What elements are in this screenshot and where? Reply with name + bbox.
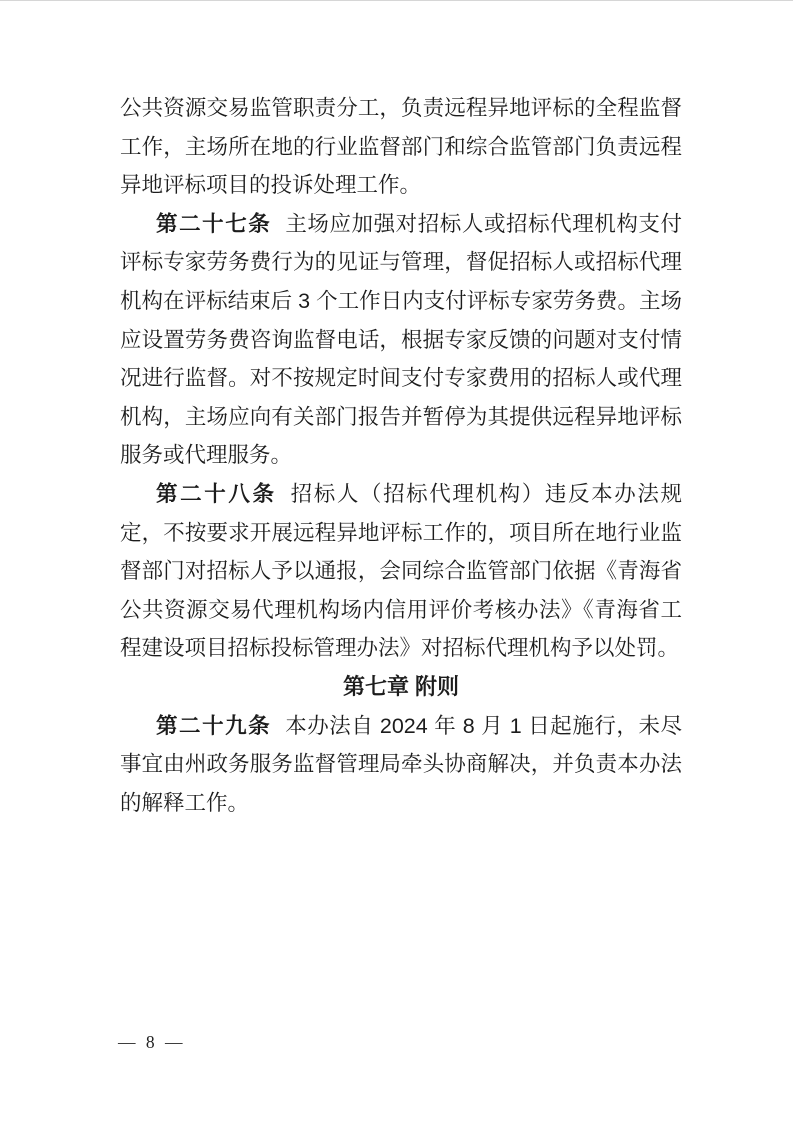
- chapter-heading: 第七章 附则: [342, 673, 460, 699]
- paragraph-continuation: [120, 89, 682, 205]
- paragraph-text: 主场应加强对招标人或招标代理机构支付评标专家劳务费行为的见证与管理，督促招标人或招标代理机构在评标结束后 3 个工作日内支付评标专家劳务费。主场应设置劳务费咨询监督电话，根据专家反馈的问题对支付情况进行监督。对不按规定时间支付专家费用的招标人或代理机构，主场应向有关部门报告并暂停为其提供远程异地评标服务或代理服务。: [120, 211, 682, 468]
- paragraph-article-28: [120, 475, 682, 668]
- article-number-label: 第二十七条: [156, 211, 272, 236]
- paragraph-article-27: [120, 205, 682, 475]
- paragraph-text: 公共资源交易监管职责分工，负责远程异地评标的全程监督工作，主场所在地的行业监督部门和综合监管部门负责远程异地评标项目的投诉处理工作。: [120, 96, 682, 198]
- paragraph-text: 招标人（招标代理机构）违反本办法规定，不按要求开展远程异地评标工作的，项目所在地行业监督部门对招标人予以通报，会同综合监管部门依据《青海省公共资源交易代理机构场内信用评价考核办法》《青海省工程建设项目招标投标管理办法》对招标代理机构予以处罚。: [120, 481, 682, 661]
- page-content: [120, 89, 682, 822]
- paragraph-article-29: [120, 707, 682, 823]
- article-number-label: 第二十八条: [156, 481, 277, 506]
- article-number-label: 第二十九条: [156, 713, 272, 738]
- page-number: — 8 —: [118, 1032, 183, 1052]
- paragraph-text: 本办法自 2024 年 8 月 1 日起施行，未尽事宜由州政务服务监督管理局牵头协商解决，并负责本办法的解释工作。: [120, 713, 682, 815]
